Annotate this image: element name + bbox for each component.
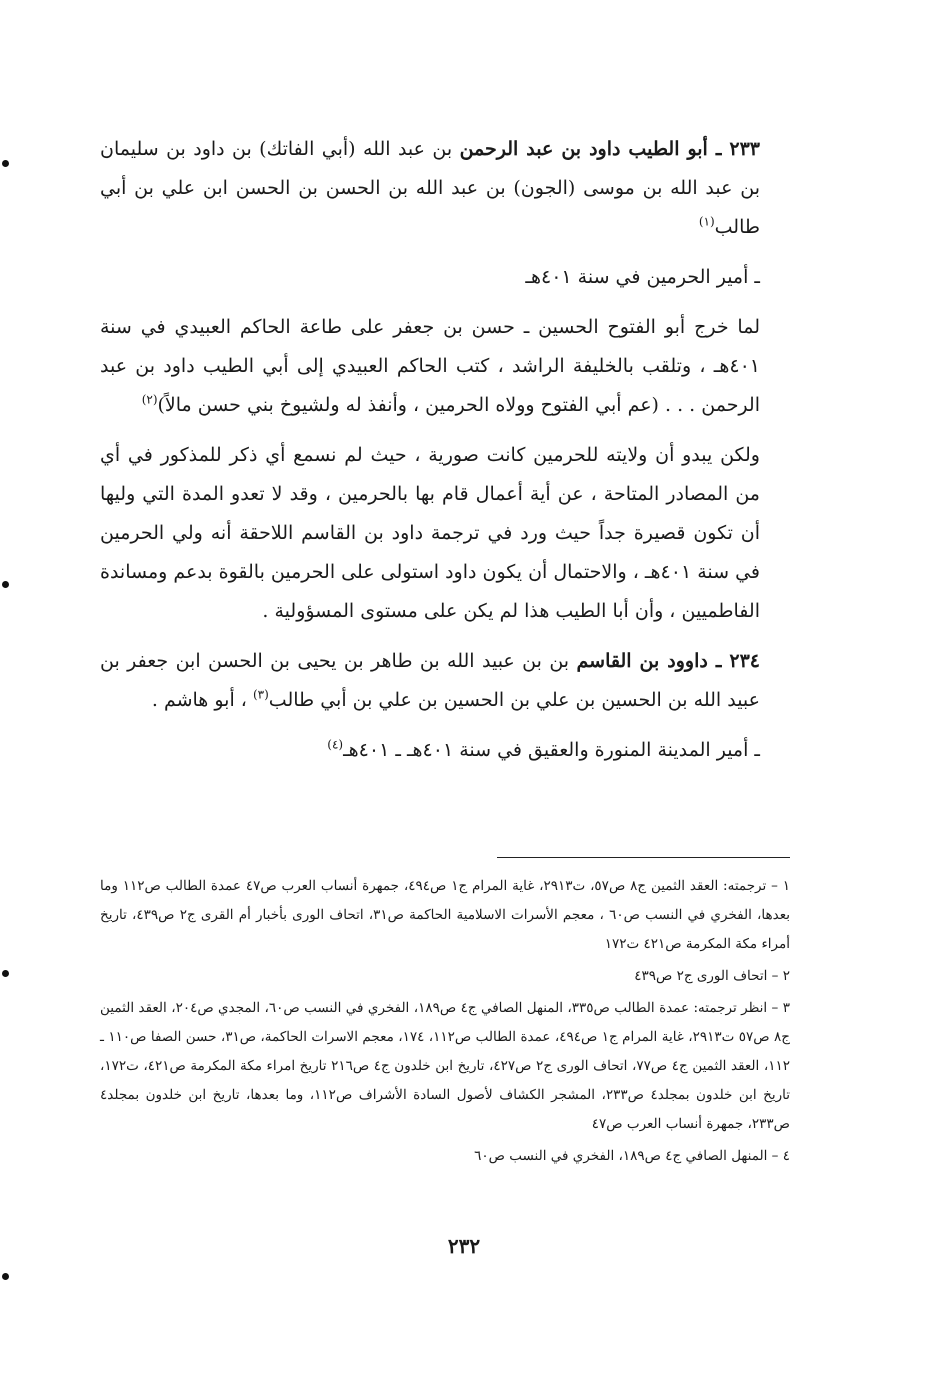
footnote-divider <box>497 857 790 858</box>
page-number: ٢٣٢ <box>447 1234 481 1258</box>
entry-234-heading: ٢٣٤ ـ داوود بن القاسم <box>576 650 760 672</box>
paragraph-1-text: لما خرج أبو الفتوح الحسين ـ حسن بن جعفر على طاعة الحاكم العبيدي في سنة ٤٠١هـ ، وتلقب بالخليفة الراشد ، كتب الحاكم العبيدي إلى أبي الطيب داود بن عبد الرحمن . . . (عم أبي الفتوح وولاه الحرمين ، وأنفذ له ولشيوخ بني حسن مالاً) <box>100 316 760 416</box>
entry-234-office <box>100 731 790 770</box>
binding-hole-mark <box>2 160 9 167</box>
binding-hole-mark <box>2 970 9 977</box>
entry-233-paragraph-1 <box>100 308 790 425</box>
entry-233-text: بن عبد الله (أبي الفاتك) بن داود بن سليمان بن عبد الله بن موسى (الجون) بن عبد الله بن الحسن بن الحسن ابن علي بن أبي طالب <box>100 138 760 238</box>
entry-234-text: بن بن عبيد الله بن طاهر بن يحيى بن الحسن ابن جعفر بن عبيد الله بن الحسين بن علي بن الحسين بن علي بن أبي طالب <box>100 650 760 711</box>
footnote-2: ٢ – اتحاف الورى ج٢ ص٤٣٩ <box>634 968 790 984</box>
binding-hole-mark <box>2 1273 9 1280</box>
footnotes <box>100 872 790 1174</box>
entry-234-office-text: ـ أمير المدينة المنورة والعقيق في سنة ٤٠١هـ ـ ٤٠١هـ <box>343 739 760 761</box>
main-text <box>100 130 790 781</box>
footnote-ref-4[interactable]: (٤) <box>327 737 344 752</box>
entry-233-office-text: ـ أمير الحرمين في سنة ٤٠١هـ <box>525 266 760 288</box>
paragraph-2-text: ولكن يبدو أن ولايته للحرمين كانت صورية ، حيث لم نسمع أي ذكر للمذكور في أي من المصادر المتاحة ، عن أية أعمال قام بها بالحرمين ، وقد لا تعدو المدة التي وليها أن تكون قصيرة جداً حيث ورد في ترجمة داود بن القاسم اللاحقة أنه ولي الحرمين في سنة ٤٠١هـ ، والاحتمال أن يكون داود استولى على الحرمين بالقوة بدعم ومساندة الفاطميين ، وأن أبا الطيب هذا لم يكن على مستوى المسؤولية . <box>100 444 761 622</box>
footnote-3: ٣ – انظر ترجمته: عمدة الطالب ص٣٣٥، المنهل الصافي ج٤ ص١٨٩، الفخري في النسب ص٦٠، المجدي ص٢٠٤، العقد الثمين ج٨ ص٥٧ ت٢٩١٣، غاية المرام ج١ ص٤٩٤، عمدة الطالب ص١١٢، ١٧٤، معجم الاسرات الحاكمة، ص٣١، حسن الصفا ص١١٠ ـ ١١٢، العقد الثمين ج٤ ص٧٧، اتحاف الورى ج٢ ص٤٢٧، تاريخ ابن خلدون ج٤ ص٢١٦ تاريخ امراء مكة المكرمة ص٤٢١، ت١٧٢، تاريخ ابن خلدون بمجلد٤ ص٢٣٣، المشجر الكشاف لأصول السادة الأشراف ص١١٢، وما بعدها، تاريخ ابن خلدون بمجلد٤ ص٢٣٣، جمهرة أنساب العرب ص٤٧ <box>100 1000 791 1132</box>
entry-233-heading: ٢٣٣ ـ أبو الطيب داود بن عبد الرحمن <box>459 138 760 160</box>
entry-233-paragraph-2 <box>100 436 790 631</box>
footnote-ref-1[interactable]: (١) <box>698 214 715 229</box>
binding-hole-mark <box>2 581 9 588</box>
entry-233-office <box>100 258 790 297</box>
entry-234 <box>100 642 790 720</box>
footnote-ref-3[interactable]: (٣) <box>252 687 269 702</box>
footnote-ref-2[interactable]: (٢) <box>141 392 158 407</box>
footnote-1: ١ – ترجمته: العقد الثمين ج٨ ص٥٧، ت٢٩١٣، غاية المرام ج١ ص٤٩٤، جمهرة أنساب العرب ص٤٧ عمدة الطالب ص١١٢ وما بعدها، الفخري في النسب ص٦٠ ، معجم الأسرات الاسلامية الحاكمة ص٣١، اتحاف الورى بأخبار أم القرى ج٢ ص٤٣٩، تاريخ أمراء مكة المكرمة ص٤٢١ ت١٧٢ <box>100 878 790 952</box>
entry-234-tail: ، أبو هاشم . <box>151 689 253 711</box>
footnote-4: ٤ – المنهل الصافي ج٤ ص١٨٩، الفخري في النسب ص٦٠ <box>474 1148 790 1164</box>
entry-233 <box>100 130 790 247</box>
